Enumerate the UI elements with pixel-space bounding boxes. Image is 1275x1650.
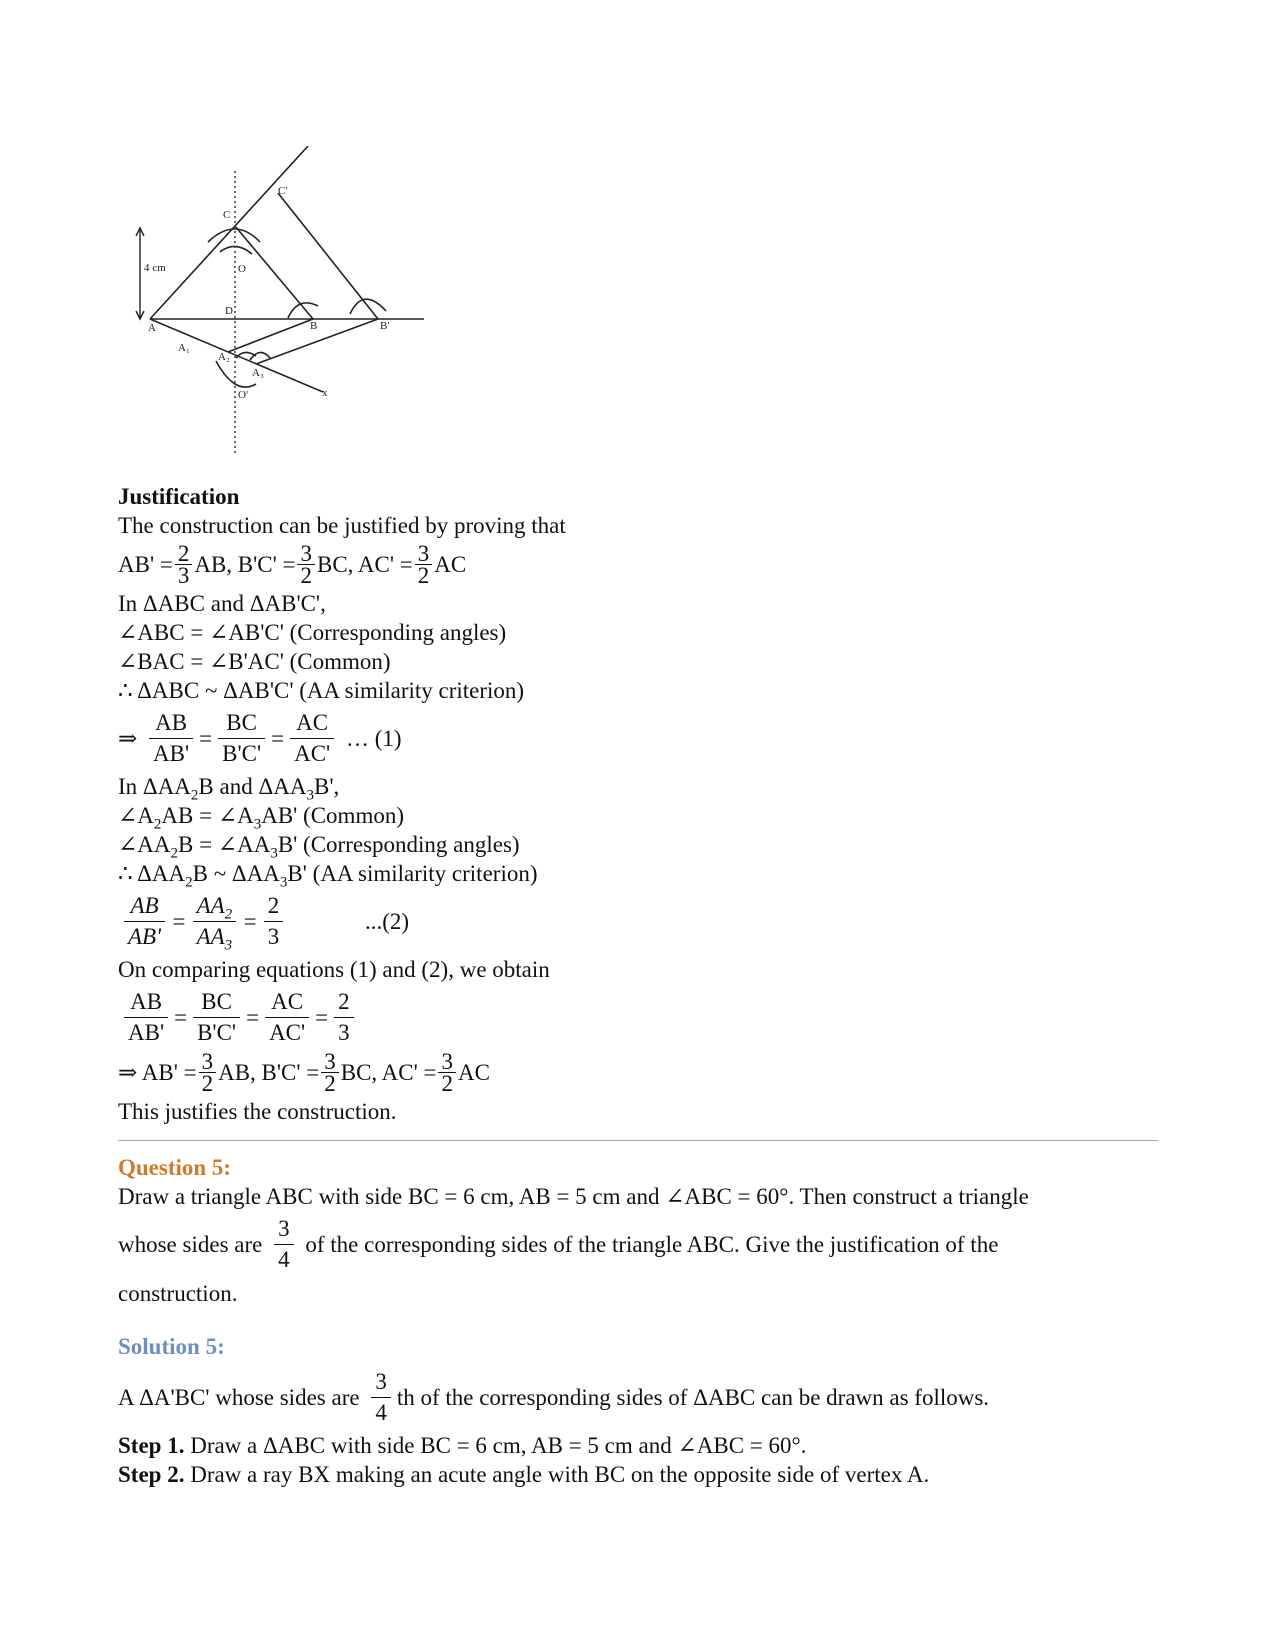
eq4-frac3: $\frac{3}{2}$ <box>438 1051 456 1094</box>
eq4-prefix: ⇒ AB' = <box>118 1060 197 1085</box>
equation-3: $\frac{AB}{AB'}$ = $\frac{BC}{B'C'}$ = $\frac{AC}{AC'}$ = $\frac{2}{3}$ <box>118 987 1158 1048</box>
label-C: C <box>223 209 231 221</box>
eq2-frac1: $\frac{AB}{AB'}$ <box>124 891 165 952</box>
eq0-part3: BC, AC' = <box>316 552 413 577</box>
eq3-frac1: $\frac{AB}{AB'}$ <box>124 987 168 1048</box>
construction-diagram <box>128 146 438 466</box>
section-divider <box>118 1140 1158 1141</box>
solution-intro: A ΔA'BC' whose sides are $\frac{3}{4}$ th of the corresponding sides of ΔABC can be drawn as follows. <box>118 1367 1158 1428</box>
page-content <box>118 482 1158 1489</box>
label-A3: A₃ <box>252 367 264 379</box>
equation-1: ⇒ $\frac{AB}{AB'}$ = $\frac{BC}{B'C'}$ = $\frac{AC}{AC'}$ … (1) <box>118 708 1158 769</box>
proof-line-3: ∠BAC = ∠B'AC' (Common) <box>118 649 391 674</box>
eq0-part4: AC <box>434 552 467 577</box>
eq4-frac2: $\frac{3}{2}$ <box>321 1051 339 1094</box>
eq2-frac2: $\frac{AA_2}{AA_3}$ <box>193 891 237 952</box>
label-O: O <box>238 263 246 275</box>
label-B: B <box>310 320 318 332</box>
question-text-1: Draw a triangle ABC with side BC = 6 cm, AB = 5 cm and ∠ABC = 60°. Then construct a triangle <box>118 1184 1029 1209</box>
eq2-frac3: $\frac{2}{3}$ <box>264 891 284 952</box>
label-A2: A₂ <box>218 351 230 363</box>
eq3-frac3: $\frac{AC}{AC'}$ <box>265 987 309 1048</box>
solution-heading: Solution 5: <box>118 1334 225 1359</box>
question-fraction: $\frac{3}{4}$ <box>274 1214 294 1275</box>
proof-line-8: ∴ $\Delta AA_2B$ ~ $\Delta AA_3B'$ (AA similarity criterion) <box>118 861 538 891</box>
eq1-frac1: $\frac{AB}{AB'}$ <box>149 708 193 769</box>
proof-line-2: ∠ABC = ∠AB'C' (Corresponding angles) <box>118 620 507 645</box>
solution-step-1: Step 1. Draw a ΔABC with side BC = 6 cm, AB = 5 cm and ∠ABC = 60°. <box>118 1433 807 1458</box>
eq1-frac3: $\frac{AC}{AC'}$ <box>290 708 334 769</box>
eq0-frac1: $\frac{2}{3}$ <box>175 543 193 586</box>
eq3-frac4: $\frac{2}{3}$ <box>334 987 354 1048</box>
eq0-part1: AB' = <box>118 552 173 577</box>
justification-heading: Justification <box>118 484 240 509</box>
question-text-3: construction. <box>118 1281 238 1306</box>
proof-line-9: On comparing equations (1) and (2), we obtain <box>118 957 550 982</box>
label-O-prime: O' <box>238 389 248 401</box>
eq4-frac1: $\frac{3}{2}$ <box>199 1051 217 1094</box>
eq1-tag: … (1) <box>345 726 402 751</box>
eq1-frac2: $\frac{BC}{B'C'}$ <box>218 708 265 769</box>
eq0-part2: AB, B'C' = <box>194 552 296 577</box>
justification-conclusion: This justifies the construction. <box>118 1099 397 1124</box>
equation-4: ⇒ AB' = $\frac{3}{2}$ AB, B'C' = $\frac{3}{2}$ BC, AC' = $\frac{3}{2}$ AC <box>118 1049 490 1096</box>
equation-2: $\frac{AB}{AB'}$ = $\frac{AA_2}{AA_3}$ = $\frac{2}{3}$ ...(2) <box>118 891 1158 952</box>
label-X: x <box>322 387 328 399</box>
question-text-2: whose sides are $\frac{3}{4}$ of the corresponding sides of the triangle ABC. Give the justification of the <box>118 1214 1158 1275</box>
question-heading: Question 5: <box>118 1155 232 1180</box>
label-height: 4 cm <box>144 262 166 274</box>
label-A: A <box>148 322 156 334</box>
equation-0 <box>118 543 1158 586</box>
eq3-frac2: $\frac{BC}{B'C'}$ <box>193 987 240 1048</box>
label-B-prime: B' <box>380 320 390 332</box>
label-A1: A₁ <box>178 342 190 354</box>
proof-line-5: In $\Delta AA_2B$ and $\Delta AA_3B'$, <box>118 774 340 804</box>
proof-line-7: $\angle AA_2B$ = $\angle AA_3B'$ (Corresponding angles) <box>118 832 520 862</box>
eq0-frac2: $\frac{3}{2}$ <box>297 543 315 586</box>
label-C-prime: C' <box>278 185 288 197</box>
proof-line-1: In ΔABC and ΔAB'C', <box>118 591 326 616</box>
label-D: D <box>225 305 233 317</box>
eq0-frac3: $\frac{3}{2}$ <box>415 543 433 586</box>
construction-figure <box>128 146 438 471</box>
proof-line-6: $\angle A_2AB$ = $\angle A_3AB'$ (Common) <box>118 803 404 833</box>
eq2-tag: ...(2) <box>364 909 410 934</box>
solution-fraction: $\frac{3}{4}$ <box>371 1367 391 1428</box>
eq1-prefix: ⇒ <box>118 726 138 751</box>
justification-intro: The construction can be justified by proving that <box>118 513 566 538</box>
solution-step-2: Step 2. Draw a ray BX making an acute angle with BC on the opposite side of vertex A. <box>118 1462 930 1487</box>
proof-line-4: ∴ ΔABC ~ ΔAB'C' (AA similarity criterion) <box>118 678 525 703</box>
